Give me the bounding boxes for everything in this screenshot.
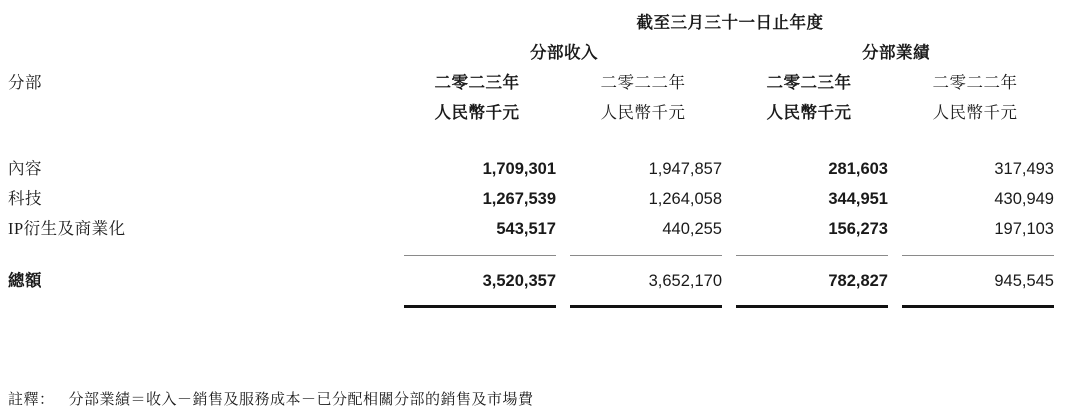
- row-content-value-2: 1,947,857: [648, 160, 722, 178]
- row-ip-value-4: 197,103: [994, 220, 1054, 238]
- table-row: [8, 184, 1062, 214]
- empty-cell: [8, 38, 398, 68]
- row-content-value-4: 317,493: [994, 160, 1054, 178]
- row-label-ip-derivatives: IP衍生及商業化: [8, 219, 126, 238]
- row-technology-value-4: 430,949: [994, 190, 1054, 208]
- column-header-year-3: 二零二三年: [766, 73, 852, 92]
- column-header-year-4: 二零二二年: [932, 73, 1018, 92]
- row-ip-value-3: 156,273: [828, 220, 888, 238]
- spacer-row: [8, 128, 1062, 154]
- column-header-year-2: 二零二二年: [600, 73, 686, 92]
- total-rule-3: [730, 296, 896, 308]
- footnote-text: 分部業績＝收入－銷售及服務成本－已分配相關分部的銷售及市場費: [68, 392, 534, 408]
- segment-results-table: [8, 8, 1062, 308]
- empty-corner-cell: [8, 8, 398, 38]
- row-ip-value-1: 543,517: [496, 220, 556, 238]
- footnote: [8, 390, 534, 410]
- label-column-header: 分部: [8, 73, 42, 92]
- total-rule-row: [8, 296, 1062, 308]
- subtotal-rule-2: [564, 244, 730, 256]
- group-header-row: [8, 38, 1062, 68]
- row-label-content: 內容: [8, 159, 42, 178]
- row-content-value-1: 1,709,301: [482, 160, 556, 178]
- column-header-unit-2: 人民幣千元: [600, 103, 686, 122]
- subtotal-rule-3: [730, 244, 896, 256]
- total-rule-2: [564, 296, 730, 308]
- footnote-label: 註釋：: [8, 392, 55, 408]
- row-technology-value-1: 1,267,539: [482, 190, 556, 208]
- total-rule-1: [398, 296, 564, 308]
- table-row: [8, 214, 1062, 244]
- table-row: [8, 154, 1062, 184]
- column-header-unit-3: 人民幣千元: [766, 103, 852, 122]
- unit-header-row: [8, 98, 1062, 128]
- row-content-value-3: 281,603: [828, 160, 888, 178]
- subtotal-rule-row: [8, 244, 1062, 256]
- empty-cell: [8, 98, 398, 128]
- column-header-unit-1: 人民幣千元: [434, 103, 520, 122]
- group-header-segment-results: 分部業績: [862, 43, 930, 62]
- period-header-row: [8, 8, 1062, 38]
- row-technology-value-2: 1,264,058: [648, 190, 722, 208]
- total-value-1: 3,520,357: [482, 272, 556, 290]
- group-header-segment-revenue: 分部收入: [530, 43, 598, 62]
- total-row: [8, 266, 1062, 296]
- spacer-row: [8, 256, 1062, 266]
- row-ip-value-2: 440,255: [662, 220, 722, 238]
- total-value-2: 3,652,170: [648, 272, 722, 290]
- row-technology-value-3: 344,951: [828, 190, 888, 208]
- total-value-3: 782,827: [828, 272, 888, 290]
- total-label: 總額: [8, 271, 42, 290]
- column-header-year-1: 二零二三年: [434, 73, 520, 92]
- year-header-row: [8, 68, 1062, 98]
- total-rule-4: [896, 296, 1062, 308]
- column-header-unit-4: 人民幣千元: [932, 103, 1018, 122]
- period-header: 截至三月三十一日止年度: [636, 13, 824, 32]
- subtotal-rule-4: [896, 244, 1062, 256]
- row-label-technology: 科技: [8, 189, 42, 208]
- subtotal-rule-1: [398, 244, 564, 256]
- total-value-4: 945,545: [994, 272, 1054, 290]
